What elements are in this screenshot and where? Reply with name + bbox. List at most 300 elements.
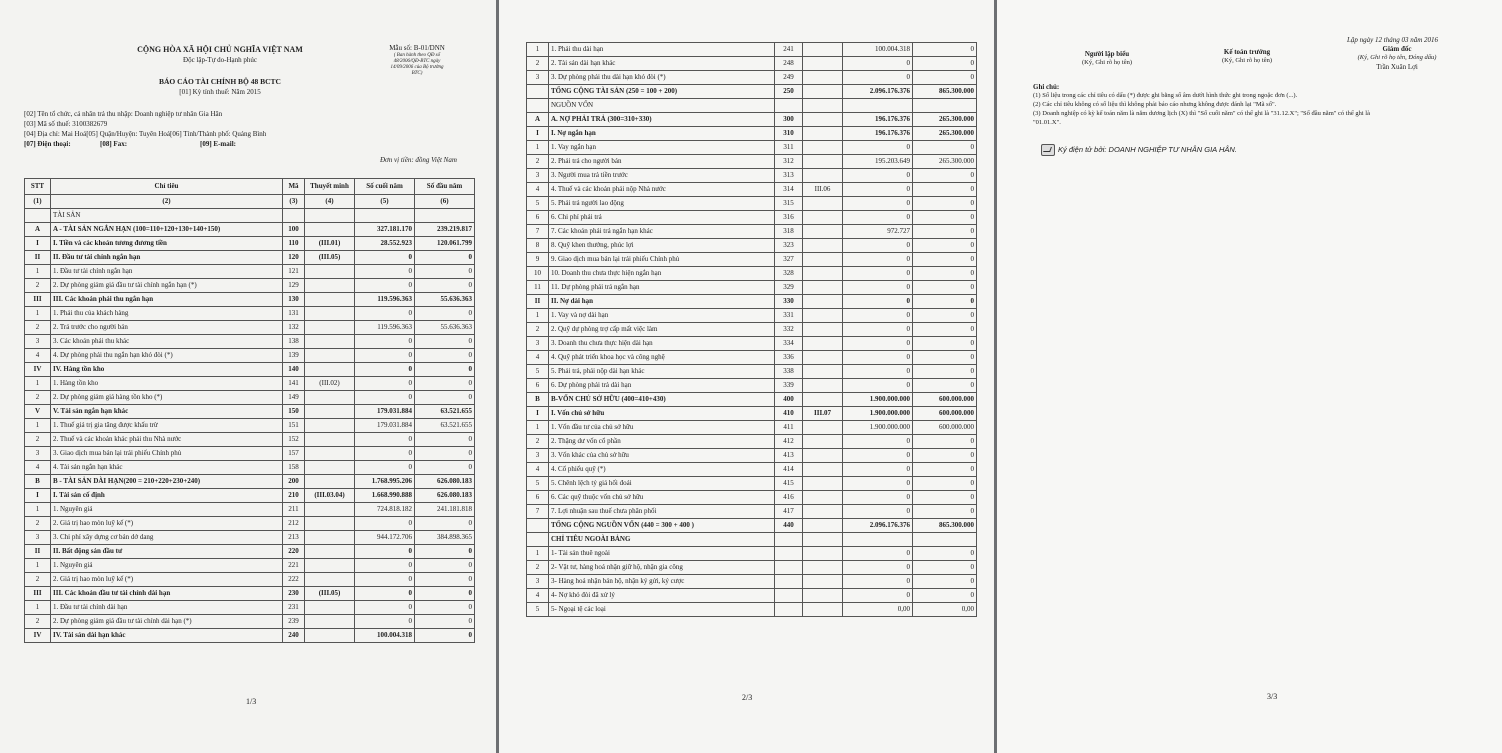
- cell-code: 250: [775, 85, 803, 99]
- tax-code: [03] Mã số thuế: 3100382679: [24, 120, 108, 128]
- cell-stt: 3: [527, 449, 549, 463]
- cell-stt: 11: [527, 281, 549, 295]
- signer-title: Người lập biểu: [1084, 50, 1130, 58]
- cell-code: 313: [775, 169, 803, 183]
- cell-name: 3. Doanh thu chưa thực hiện dài hạn: [549, 337, 775, 351]
- cell-note: [305, 573, 355, 587]
- cell-note: [803, 477, 843, 491]
- cell-stt: 4: [527, 351, 549, 365]
- cell-name: 4. Tài sản ngắn hạn khác: [51, 461, 283, 475]
- cell-code: [775, 561, 803, 575]
- cell-note: [803, 519, 843, 533]
- table-row: [25, 559, 475, 573]
- cell-code: 239: [283, 615, 305, 629]
- cell-code: 241: [775, 43, 803, 57]
- cell-note: [803, 491, 843, 505]
- cell-code: 212: [283, 517, 305, 531]
- balance-sheet-table-1: [24, 178, 475, 643]
- cell-note: [803, 113, 843, 127]
- cell-start: 0: [415, 377, 475, 391]
- table-row: [25, 377, 475, 391]
- cell-stt: 4: [527, 589, 549, 603]
- table-row: [25, 587, 475, 601]
- cell-code: 100: [283, 223, 305, 237]
- cell-end: 100.004.318: [355, 629, 415, 643]
- cell-start: 600.000.000: [913, 407, 977, 421]
- cell-start: 241.181.818: [415, 503, 475, 517]
- cell-end: 179.031.884: [355, 405, 415, 419]
- cell-stt: [527, 519, 549, 533]
- cell-note: III.07: [803, 407, 843, 421]
- cell-note: [803, 337, 843, 351]
- table-row: [527, 309, 977, 323]
- table-row: [527, 351, 977, 365]
- table-row: [527, 197, 977, 211]
- cell-start: 120.061.799: [415, 237, 475, 251]
- phone-label: [07] Điện thoại:: [24, 140, 71, 148]
- cell-start: 0: [415, 629, 475, 643]
- cell-stt: III: [25, 587, 51, 601]
- cell-code: 414: [775, 463, 803, 477]
- table-row: [25, 503, 475, 517]
- currency-unit: Đơn vị tiền: đồng Việt Nam: [380, 156, 457, 164]
- table-row: [527, 85, 977, 99]
- cell-note: [305, 545, 355, 559]
- cell-note: [305, 629, 355, 643]
- cell-name: 8. Quỹ khen thưởng, phúc lợi: [549, 239, 775, 253]
- column-number: (6): [415, 195, 475, 209]
- signer-title: Kế toán trưởng: [1223, 48, 1271, 56]
- cell-end: [355, 209, 415, 223]
- cell-end: 0: [843, 379, 913, 393]
- cell-start: 0: [913, 141, 977, 155]
- cell-name: 2. Phải trả cho người bán: [549, 155, 775, 169]
- cell-name: 3. Dự phòng phải thu dài hạn khó đòi (*): [549, 71, 775, 85]
- cell-code: 312: [775, 155, 803, 169]
- cell-start: 0: [415, 461, 475, 475]
- cell-name: 2. Trả trước cho người bán: [51, 321, 283, 335]
- cell-end: 0: [355, 251, 415, 265]
- cell-start: 0: [913, 309, 977, 323]
- cell-note: [305, 349, 355, 363]
- cell-start: 0: [415, 517, 475, 531]
- cell-code: 152: [283, 433, 305, 447]
- cell-start: 0: [913, 267, 977, 281]
- cell-code: 131: [283, 307, 305, 321]
- cell-start: 600.000.000: [913, 421, 977, 435]
- cell-name: 10. Doanh thu chưa thực hiện ngắn hạn: [549, 267, 775, 281]
- cell-name: 1. Nguyên giá: [51, 559, 283, 573]
- cell-end: 1.768.995.206: [355, 475, 415, 489]
- cell-start: 0: [415, 251, 475, 265]
- cell-name: III. Các khoản phải thu ngắn hạn: [51, 293, 283, 307]
- cell-stt: [527, 99, 549, 113]
- cell-stt: A: [25, 223, 51, 237]
- note-line: (2) Các chỉ tiêu không có số liệu thì không phải báo cáo nhưng không được đánh lại "Mã số".: [1033, 101, 1277, 108]
- cell-note: [305, 461, 355, 475]
- cell-code: 140: [283, 363, 305, 377]
- cell-stt: I: [25, 237, 51, 251]
- cell-stt: 2: [527, 155, 549, 169]
- cell-code: 231: [283, 601, 305, 615]
- cell-note: [305, 615, 355, 629]
- cell-start: 0: [913, 169, 977, 183]
- cell-name: 2. Tài sản dài hạn khác: [549, 57, 775, 71]
- table-row: [527, 449, 977, 463]
- cell-end: 0: [843, 57, 913, 71]
- cell-end: 0: [843, 589, 913, 603]
- table-row: [25, 419, 475, 433]
- cell-stt: 5: [527, 477, 549, 491]
- cell-stt: 6: [527, 491, 549, 505]
- cell-start: 0: [913, 71, 977, 85]
- table-row: [527, 281, 977, 295]
- cell-code: 141: [283, 377, 305, 391]
- cell-code: 120: [283, 251, 305, 265]
- cell-start: 0: [913, 463, 977, 477]
- cell-start: 0: [415, 447, 475, 461]
- cell-start: 0: [913, 295, 977, 309]
- cell-note: [305, 405, 355, 419]
- cell-code: 221: [283, 559, 305, 573]
- table-row: [25, 223, 475, 237]
- cell-end: 0: [843, 491, 913, 505]
- cell-start: 0: [913, 379, 977, 393]
- cell-stt: 2: [527, 57, 549, 71]
- cell-name: TỔNG CỘNG TÀI SẢN (250 = 100 + 200): [549, 85, 775, 99]
- cell-note: [803, 463, 843, 477]
- cell-stt: V: [25, 405, 51, 419]
- table-row: [25, 209, 475, 223]
- cell-note: [305, 433, 355, 447]
- cell-note: (III.05): [305, 587, 355, 601]
- cell-code: 130: [283, 293, 305, 307]
- cell-end: 0: [355, 601, 415, 615]
- report-page-2: [499, 0, 994, 753]
- cell-end: 0: [355, 573, 415, 587]
- cell-note: [803, 603, 843, 617]
- cell-code: 328: [775, 267, 803, 281]
- table-row: [25, 573, 475, 587]
- cell-end: 0: [843, 71, 913, 85]
- cell-note: [305, 307, 355, 321]
- cell-end: 0: [843, 295, 913, 309]
- cell-note: [305, 279, 355, 293]
- cell-note: [305, 265, 355, 279]
- cell-end: 0: [843, 211, 913, 225]
- cell-end: 0: [843, 197, 913, 211]
- cell-end: 195.203.649: [843, 155, 913, 169]
- table-row: [527, 253, 977, 267]
- table-row: [25, 531, 475, 545]
- cell-code: [283, 209, 305, 223]
- cell-name: I. Nợ ngắn hạn: [549, 127, 775, 141]
- cell-stt: 1: [25, 503, 51, 517]
- cell-stt: 2: [25, 615, 51, 629]
- cell-code: [775, 589, 803, 603]
- table-row: [25, 251, 475, 265]
- cell-note: [803, 309, 843, 323]
- cell-end: 1.668.990.888: [355, 489, 415, 503]
- cell-note: [803, 449, 843, 463]
- cell-code: 230: [283, 587, 305, 601]
- cell-code: 416: [775, 491, 803, 505]
- cell-start: 0: [415, 601, 475, 615]
- cell-code: 121: [283, 265, 305, 279]
- cell-note: [305, 475, 355, 489]
- cell-stt: IV: [25, 629, 51, 643]
- form-code: Mẫu số: B-01/DNN: [389, 44, 445, 52]
- cell-stt: 1: [527, 141, 549, 155]
- cell-stt: [527, 533, 549, 547]
- cell-code: 410: [775, 407, 803, 421]
- cell-name: 5. Chênh lệch tỷ giá hối đoái: [549, 477, 775, 491]
- cell-end: 0: [843, 365, 913, 379]
- cell-stt: 1: [527, 43, 549, 57]
- cell-end: 0: [843, 183, 913, 197]
- cell-note: [305, 601, 355, 615]
- table-row: [527, 477, 977, 491]
- column-header: Số đầu năm: [415, 179, 475, 195]
- signer-note: (Ký, Ghi rõ họ tên): [1221, 57, 1272, 64]
- cell-code: 338: [775, 365, 803, 379]
- cell-start: 239.219.817: [415, 223, 475, 237]
- table-row: [527, 491, 977, 505]
- cell-note: [803, 295, 843, 309]
- cell-start: 265.300.000: [913, 155, 977, 169]
- cell-stt: 1: [25, 559, 51, 573]
- cell-start: 0: [415, 265, 475, 279]
- cell-stt: 3: [25, 447, 51, 461]
- cell-code: [775, 533, 803, 547]
- cell-name: 3. Chi phí xây dựng cơ bản dở dang: [51, 531, 283, 545]
- note-line: "01.01.X".: [1033, 119, 1061, 126]
- cell-name: 2. Quỹ dự phòng trợ cấp mất việc làm: [549, 323, 775, 337]
- cell-code: 149: [283, 391, 305, 405]
- cell-stt: 4: [25, 461, 51, 475]
- cell-start: 0: [415, 573, 475, 587]
- cell-name: 2. Giá trị hao mòn luỹ kế (*): [51, 517, 283, 531]
- cell-note: [803, 547, 843, 561]
- cell-name: 1. Phải thu của khách hàng: [51, 307, 283, 321]
- cell-end: 0: [355, 559, 415, 573]
- cell-stt: 2: [25, 321, 51, 335]
- signer-title: Giám đốc: [1382, 45, 1412, 53]
- table-row: [527, 575, 977, 589]
- cell-start: 0: [913, 323, 977, 337]
- cell-code: 220: [283, 545, 305, 559]
- signer-note: (Ký, Ghi rõ họ tên, Đóng dấu): [1357, 54, 1437, 61]
- cell-start: 0: [415, 615, 475, 629]
- table-row: [25, 391, 475, 405]
- cell-name: 5. Phải trả người lao động: [549, 197, 775, 211]
- cell-note: [803, 379, 843, 393]
- table-row: [25, 517, 475, 531]
- table-row: [25, 307, 475, 321]
- cell-start: 626.080.183: [415, 489, 475, 503]
- cell-note: [305, 517, 355, 531]
- table-row: [25, 545, 475, 559]
- cell-start: 0: [415, 349, 475, 363]
- cell-stt: 2: [25, 279, 51, 293]
- taxpayer-name: [02] Tên tổ chức, cá nhân trả thu nhập: Doanh nghiệp tư nhân Gia Hân: [24, 110, 223, 118]
- cell-name: 1. Vốn đầu tư của chủ sở hữu: [549, 421, 775, 435]
- cell-name: 5- Ngoại tệ các loại: [549, 603, 775, 617]
- cell-note: [803, 85, 843, 99]
- table-row: [527, 127, 977, 141]
- cell-start: 0: [913, 449, 977, 463]
- cell-stt: [527, 85, 549, 99]
- cell-name: CHỈ TIÊU NGOÀI BẢNG: [549, 533, 775, 547]
- table-row: [25, 321, 475, 335]
- cell-name: 3. Vốn khác của chủ sở hữu: [549, 449, 775, 463]
- cell-stt: 1: [25, 265, 51, 279]
- motto: Độc lập-Tự do-Hạnh phúc: [183, 56, 257, 64]
- cell-end: 0: [355, 587, 415, 601]
- column-number: (1): [25, 195, 51, 209]
- cell-start: 0: [415, 279, 475, 293]
- table-row: [527, 365, 977, 379]
- cell-name: 6. Chi phí phải trả: [549, 211, 775, 225]
- cell-start: 0: [913, 589, 977, 603]
- cell-start: 0: [913, 211, 977, 225]
- column-header: Chỉ tiêu: [51, 179, 283, 195]
- cell-note: III.06: [803, 183, 843, 197]
- cell-code: 138: [283, 335, 305, 349]
- cell-name: 1. Vay ngắn hạn: [549, 141, 775, 155]
- cell-stt: 2: [527, 561, 549, 575]
- table-row: [527, 533, 977, 547]
- signature-icon: [1041, 144, 1055, 156]
- cell-start: 0: [415, 307, 475, 321]
- cell-code: 331: [775, 309, 803, 323]
- cell-stt: I: [25, 489, 51, 503]
- cell-end: 0: [843, 351, 913, 365]
- cell-code: 132: [283, 321, 305, 335]
- e-signature: [1041, 144, 1237, 156]
- form-note: ( Ban hành theo QĐ số: [393, 53, 441, 58]
- cell-code: 413: [775, 449, 803, 463]
- cell-end: 0: [355, 517, 415, 531]
- table-row: [25, 405, 475, 419]
- cell-name: 1. Vay và nợ dài hạn: [549, 309, 775, 323]
- cell-note: [803, 505, 843, 519]
- cell-start: 265.300.000: [913, 113, 977, 127]
- cell-name: 2. Thuế và các khoản khác phải thu Nhà nước: [51, 433, 283, 447]
- cell-code: 327: [775, 253, 803, 267]
- table-row: [527, 295, 977, 309]
- cell-code: 210: [283, 489, 305, 503]
- cell-code: 213: [283, 531, 305, 545]
- cell-name: NGUỒN VỐN: [549, 99, 775, 113]
- cell-stt: II: [25, 251, 51, 265]
- cell-start: 0: [415, 433, 475, 447]
- cell-note: (III.05): [305, 251, 355, 265]
- cell-start: 0: [415, 391, 475, 405]
- cell-stt: 3: [527, 575, 549, 589]
- table-row: [527, 463, 977, 477]
- cell-start: 0: [415, 559, 475, 573]
- table-row: [527, 547, 977, 561]
- cell-name: I. Tiền và các khoản tương đương tiền: [51, 237, 283, 251]
- cell-note: [803, 127, 843, 141]
- table-row: [527, 379, 977, 393]
- cell-end: 100.004.318: [843, 43, 913, 57]
- cell-name: 1- Tài sản thuê ngoài: [549, 547, 775, 561]
- table-row: [527, 421, 977, 435]
- cell-name: 1. Đầu tư tài chính dài hạn: [51, 601, 283, 615]
- cell-name: 1. Phải thu dài hạn: [549, 43, 775, 57]
- cell-code: 330: [775, 295, 803, 309]
- cell-end: 0: [355, 335, 415, 349]
- cell-name: TÀI SẢN: [51, 209, 283, 223]
- cell-end: 1.900.000.000: [843, 393, 913, 407]
- cell-name: V. Tài sản ngắn hạn khác: [51, 405, 283, 419]
- table-row: [527, 393, 977, 407]
- cell-start: 0,00: [913, 603, 977, 617]
- e-signature-text: Ký điện tử bởi: DOANH NGHIỆP TƯ NHÂN GIA HÂN.: [1058, 144, 1237, 154]
- cell-note: [803, 57, 843, 71]
- note-line: (3) Doanh nghiệp có kỳ kế toán năm là năm dương lịch (X) thì "Số cuối năm" có thể ghi là "31.12.X"; "Số đầu năm" có thể ghi là: [1033, 110, 1370, 117]
- cell-code: 336: [775, 351, 803, 365]
- table-row: [25, 489, 475, 503]
- cell-stt: 4: [527, 463, 549, 477]
- cell-start: 0: [415, 587, 475, 601]
- form-note: 48/2006/QĐ-BTC ngày: [393, 59, 441, 64]
- report-page-3: [997, 0, 1502, 753]
- cell-code: 110: [283, 237, 305, 251]
- cell-stt: 3: [527, 337, 549, 351]
- cell-code: 157: [283, 447, 305, 461]
- table-row: [527, 155, 977, 169]
- cell-name: 9. Giao dịch mua bán lại trái phiếu Chính phủ: [549, 253, 775, 267]
- cell-name: 4. Dự phòng phải thu ngắn hạn khó đòi (*): [51, 349, 283, 363]
- table-row: [25, 279, 475, 293]
- cell-end: 119.596.363: [355, 321, 415, 335]
- cell-name: 11. Dự phòng phải trả ngắn hạn: [549, 281, 775, 295]
- cell-name: 6. Dự phòng phải trả dài hạn: [549, 379, 775, 393]
- cell-code: 311: [775, 141, 803, 155]
- table-row: [25, 475, 475, 489]
- cell-name: 3. Các khoản phải thu khác: [51, 335, 283, 349]
- cell-end: 0: [843, 281, 913, 295]
- cell-start: 865.300.000: [913, 85, 977, 99]
- cell-code: 318: [775, 225, 803, 239]
- cell-name: 1. Hàng tồn kho: [51, 377, 283, 391]
- cell-end: 0: [355, 433, 415, 447]
- cell-stt: 7: [527, 505, 549, 519]
- cell-code: 200: [283, 475, 305, 489]
- cell-code: 323: [775, 239, 803, 253]
- cell-note: [803, 267, 843, 281]
- cell-end: 972.727: [843, 225, 913, 239]
- cell-note: [803, 393, 843, 407]
- cell-stt: 3: [527, 71, 549, 85]
- cell-name: 2. Dự phòng giảm giá đầu tư tài chính ngắn hạn (*): [51, 279, 283, 293]
- column-header: Số cuối năm: [355, 179, 415, 195]
- cell-note: [305, 209, 355, 223]
- cell-end: 0: [843, 267, 913, 281]
- table-row: [25, 363, 475, 377]
- table-row: [25, 293, 475, 307]
- cell-code: 316: [775, 211, 803, 225]
- cell-end: 179.031.884: [355, 419, 415, 433]
- cell-note: [803, 211, 843, 225]
- cell-name: I. Vốn chủ sở hữu: [549, 407, 775, 421]
- cell-stt: B: [527, 393, 549, 407]
- cell-note: [305, 363, 355, 377]
- table-row: [527, 505, 977, 519]
